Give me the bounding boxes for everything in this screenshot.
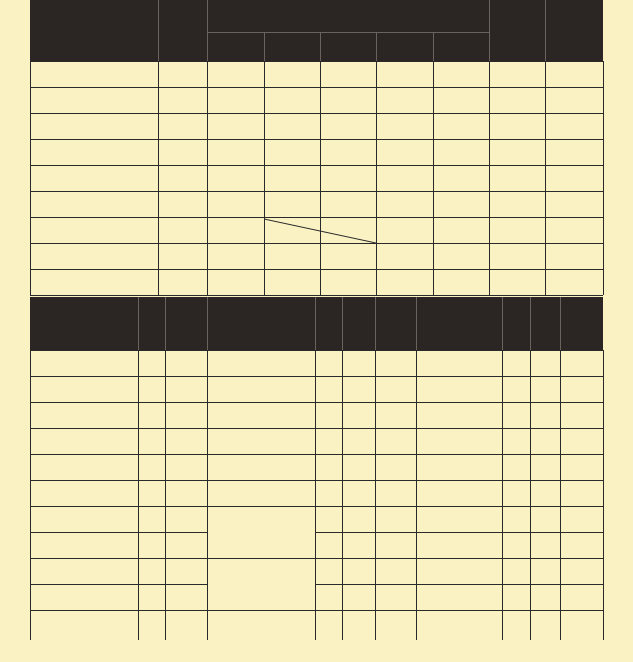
- soup-price: [138, 376, 165, 402]
- grid-line: [30, 61, 603, 62]
- soup-price: [138, 610, 165, 636]
- order-cell[interactable]: [208, 114, 264, 139]
- side2-price: [530, 428, 560, 454]
- order-cell[interactable]: [208, 140, 264, 165]
- header-side2: [416, 297, 502, 350]
- grid-line: [320, 61, 321, 295]
- soup-name: [52, 454, 137, 480]
- soup-price: [138, 558, 165, 584]
- order-cell[interactable]: [166, 611, 207, 636]
- grid-line: [315, 480, 603, 481]
- header-soup: [30, 297, 138, 350]
- noodle-name: [52, 165, 157, 191]
- order-cell[interactable]: [376, 533, 416, 558]
- order-cell[interactable]: [166, 585, 207, 610]
- side2-price: [530, 402, 560, 428]
- header-noodle-type-0: [207, 32, 264, 61]
- order-cell[interactable]: [321, 192, 376, 217]
- side2-portion: [502, 376, 530, 402]
- side-price: [342, 532, 375, 558]
- side-portion: [315, 402, 342, 428]
- grid-line: [603, 350, 604, 640]
- side-price: [342, 610, 375, 636]
- order-cell[interactable]: [208, 88, 264, 113]
- soup-price: [138, 532, 165, 558]
- grid-line: [315, 558, 603, 559]
- grid-line: [30, 454, 207, 455]
- grid-line: [30, 295, 603, 296]
- header-divider: [207, 0, 208, 61]
- grid-line: [315, 454, 603, 455]
- order-cell[interactable]: [490, 140, 545, 165]
- header-noodle-category: [30, 0, 158, 61]
- grid-line: [560, 350, 561, 640]
- order-cell[interactable]: [265, 88, 320, 113]
- order-cell[interactable]: [321, 62, 376, 87]
- grid-line: [30, 350, 207, 351]
- header-divider: [375, 297, 376, 350]
- header-divider: [320, 32, 321, 61]
- order-cell[interactable]: [490, 270, 545, 295]
- order-cell[interactable]: [546, 166, 603, 191]
- order-cell[interactable]: [265, 114, 320, 139]
- order-cell[interactable]: [377, 166, 433, 191]
- order-cell[interactable]: [166, 403, 207, 428]
- grid-line: [30, 191, 603, 192]
- grid-line: [315, 350, 603, 351]
- order-cell[interactable]: [546, 270, 603, 295]
- side-price: [342, 480, 375, 506]
- side-name: [225, 558, 313, 610]
- grid-line: [30, 350, 31, 640]
- order-cell[interactable]: [376, 403, 416, 428]
- soup-price: [138, 350, 165, 376]
- soup-name: [52, 506, 137, 532]
- order-cell[interactable]: [376, 559, 416, 584]
- noodle-price: [158, 269, 207, 295]
- grid-line: [30, 480, 207, 481]
- header-soup-qty: [165, 297, 207, 350]
- noodle-price: [158, 113, 207, 139]
- soup-name: [52, 376, 137, 402]
- header-side2-qty: [560, 297, 603, 350]
- order-cell[interactable]: [490, 166, 545, 191]
- grid-line: [207, 376, 315, 377]
- header-side-portion: [315, 297, 342, 350]
- side-price: [342, 428, 375, 454]
- noodle-name: [52, 87, 157, 113]
- order-cell[interactable]: [166, 455, 207, 480]
- noodle-price: [158, 61, 207, 87]
- side2-name: [432, 480, 500, 506]
- order-cell[interactable]: [265, 166, 320, 191]
- grid-line: [207, 558, 315, 559]
- order-cell[interactable]: [208, 270, 264, 295]
- grid-line: [315, 350, 316, 640]
- order-cell[interactable]: [434, 62, 489, 87]
- soup-name: [52, 480, 137, 506]
- grid-line: [545, 61, 546, 295]
- header-divider: [165, 297, 166, 350]
- soup-price: [138, 506, 165, 532]
- header-divider: [560, 297, 561, 350]
- order-cell[interactable]: [377, 62, 433, 87]
- grid-line: [315, 610, 603, 611]
- order-cell[interactable]: [434, 166, 489, 191]
- noodle-name: [52, 243, 157, 269]
- order-cell[interactable]: [490, 244, 545, 269]
- side2-name: [432, 376, 500, 402]
- noodle-name: [52, 217, 157, 243]
- side2-price: [530, 350, 560, 376]
- grid-line: [30, 558, 207, 559]
- grid-line: [207, 350, 208, 640]
- header-divider: [376, 32, 377, 61]
- order-cell[interactable]: [561, 377, 603, 402]
- side2-portion: [502, 428, 530, 454]
- header-divider: [416, 297, 417, 350]
- grid-line: [315, 506, 603, 507]
- grid-line: [264, 61, 265, 295]
- order-cell[interactable]: [321, 270, 376, 295]
- grid-line: [30, 506, 207, 507]
- soup-name: [52, 610, 137, 636]
- order-cell[interactable]: [546, 192, 603, 217]
- header-divider: [545, 0, 546, 61]
- grid-line: [315, 376, 603, 377]
- side2-price: [530, 480, 560, 506]
- side-price: [342, 402, 375, 428]
- grid-line: [530, 350, 531, 640]
- order-cell[interactable]: [376, 455, 416, 480]
- order-cell[interactable]: [490, 114, 545, 139]
- order-cell[interactable]: [434, 244, 489, 269]
- side-portion: [315, 428, 342, 454]
- soup-name: [52, 532, 137, 558]
- noodle-price: [158, 87, 207, 113]
- side2-name: [432, 350, 500, 376]
- side-portion: [315, 350, 342, 376]
- header-noodle-type-1: [264, 32, 320, 61]
- side-name: [225, 506, 313, 558]
- soup-price: [138, 480, 165, 506]
- order-cell[interactable]: [166, 533, 207, 558]
- order-cell[interactable]: [208, 244, 264, 269]
- noodle-price: [158, 217, 207, 243]
- soup-price: [138, 402, 165, 428]
- header-divider: [158, 0, 159, 61]
- header-divider: [315, 297, 316, 350]
- order-cell[interactable]: [377, 218, 433, 243]
- side-portion: [315, 376, 342, 402]
- noodle-name: [52, 61, 157, 87]
- order-cell[interactable]: [265, 140, 320, 165]
- order-cell[interactable]: [434, 270, 489, 295]
- order-cell[interactable]: [490, 192, 545, 217]
- order-cell[interactable]: [376, 377, 416, 402]
- order-cell[interactable]: [376, 611, 416, 636]
- order-cell[interactable]: [377, 270, 433, 295]
- side2-price: [530, 454, 560, 480]
- header-divider: [489, 0, 490, 61]
- grid-line: [30, 139, 603, 140]
- side-portion: [315, 454, 342, 480]
- side-portion: [315, 480, 342, 506]
- grid-line: [207, 350, 315, 351]
- header-divider: [530, 297, 531, 350]
- crossed-out-cell: [264, 217, 376, 243]
- order-cell[interactable]: [434, 218, 489, 243]
- order-cell[interactable]: [208, 62, 264, 87]
- soup-name: [52, 558, 137, 584]
- header-side: [207, 297, 315, 350]
- order-cell[interactable]: [166, 377, 207, 402]
- order-cell[interactable]: [321, 166, 376, 191]
- grid-line: [30, 243, 603, 244]
- grid-line: [30, 532, 207, 533]
- header-egg-addon: [545, 6, 603, 61]
- grid-line: [207, 610, 315, 611]
- order-cell[interactable]: [561, 403, 603, 428]
- order-cell[interactable]: [561, 429, 603, 454]
- order-cell[interactable]: [546, 140, 603, 165]
- order-cell[interactable]: [377, 114, 433, 139]
- order-cell[interactable]: [265, 192, 320, 217]
- grid-line: [207, 454, 315, 455]
- soup-name: [52, 350, 137, 376]
- grid-line: [315, 532, 603, 533]
- order-cell[interactable]: [546, 62, 603, 87]
- order-cell[interactable]: [376, 585, 416, 610]
- order-cell[interactable]: [376, 351, 416, 376]
- grid-line: [207, 480, 315, 481]
- order-cell[interactable]: [377, 140, 433, 165]
- order-cell[interactable]: [490, 88, 545, 113]
- side-name: [207, 454, 315, 480]
- order-cell[interactable]: [166, 481, 207, 506]
- grid-line: [138, 350, 139, 640]
- grid-line: [30, 269, 603, 270]
- side-name: [207, 402, 315, 428]
- order-cell[interactable]: [321, 140, 376, 165]
- side-portion: [315, 610, 342, 636]
- side-name: [207, 480, 315, 506]
- grid-line: [207, 506, 315, 507]
- order-cell[interactable]: [561, 455, 603, 480]
- soup-name: [52, 402, 137, 428]
- noodle-price: [158, 191, 207, 217]
- grid-line: [376, 61, 377, 295]
- soup-price: [138, 584, 165, 610]
- side-price: [342, 506, 375, 532]
- order-cell[interactable]: [434, 114, 489, 139]
- noodle-name: [52, 139, 157, 165]
- header-noodle-type-3: [376, 32, 433, 61]
- noodle-name: [52, 269, 157, 295]
- side-price: [342, 558, 375, 584]
- order-cell[interactable]: [166, 351, 207, 376]
- side2-portion: [502, 454, 530, 480]
- order-cell[interactable]: [561, 351, 603, 376]
- grid-line: [30, 402, 207, 403]
- grid-line: [165, 350, 166, 640]
- side2-name: [432, 454, 500, 480]
- header-divider: [264, 32, 265, 61]
- grid-line: [30, 584, 207, 585]
- header-divider: [433, 32, 434, 61]
- noodle-price: [158, 243, 207, 269]
- side-name: [225, 610, 313, 662]
- order-cell[interactable]: [561, 481, 603, 506]
- order-cell[interactable]: [546, 114, 603, 139]
- grid-line: [433, 61, 434, 295]
- order-cell[interactable]: [265, 62, 320, 87]
- order-cell[interactable]: [490, 218, 545, 243]
- order-cell[interactable]: [166, 559, 207, 584]
- grid-line: [30, 428, 207, 429]
- order-cell[interactable]: [376, 481, 416, 506]
- order-cell[interactable]: [208, 192, 264, 217]
- side-portion: [315, 558, 342, 584]
- order-cell[interactable]: [376, 429, 416, 454]
- order-cell[interactable]: [546, 244, 603, 269]
- grid-line: [207, 428, 315, 429]
- grid-line: [375, 350, 376, 640]
- side2-name: [432, 402, 500, 428]
- grid-line: [158, 61, 159, 295]
- side-price: [342, 584, 375, 610]
- header-large-addon: [489, 6, 545, 61]
- soup-name: [52, 428, 137, 454]
- side2-portion: [502, 402, 530, 428]
- grid-line: [207, 402, 315, 403]
- header-side2-price: [530, 297, 560, 350]
- grid-line: [416, 350, 417, 640]
- header-divider: [502, 297, 503, 350]
- header-side-qty: [375, 297, 416, 350]
- grid-line: [30, 376, 207, 377]
- order-cell[interactable]: [546, 218, 603, 243]
- order-cell[interactable]: [377, 244, 433, 269]
- order-cell[interactable]: [490, 62, 545, 87]
- header-divider: [207, 297, 208, 350]
- soup-name: [52, 584, 137, 610]
- grid-line: [603, 61, 604, 295]
- grid-line: [502, 350, 503, 640]
- header-divider: [342, 297, 343, 350]
- order-cell[interactable]: [546, 88, 603, 113]
- grid-line: [315, 402, 603, 403]
- noodle-price: [158, 165, 207, 191]
- grid-line: [30, 61, 31, 295]
- header-noodle-type-2: [320, 32, 376, 61]
- grid-line: [207, 61, 208, 295]
- grid-line: [489, 61, 490, 295]
- grid-line: [30, 165, 603, 166]
- side2-portion: [502, 480, 530, 506]
- noodle-price: [158, 139, 207, 165]
- order-cell[interactable]: [377, 88, 433, 113]
- grid-line: [315, 428, 603, 429]
- grid-line: [30, 610, 207, 611]
- order-cell[interactable]: [208, 218, 264, 243]
- side2-price: [530, 376, 560, 402]
- order-cell[interactable]: [321, 114, 376, 139]
- order-cell[interactable]: [265, 270, 320, 295]
- side-price: [342, 454, 375, 480]
- side2-portion: [502, 350, 530, 376]
- header-noodle-type-4: [433, 32, 489, 61]
- header-side2-portion: [502, 297, 530, 350]
- grid-line: [30, 113, 603, 114]
- header-noodle-types-title: [207, 6, 489, 32]
- side-price: [342, 376, 375, 402]
- side-portion: [315, 532, 342, 558]
- order-cell[interactable]: [166, 507, 207, 532]
- order-cell[interactable]: [434, 88, 489, 113]
- header-divider: [138, 297, 139, 350]
- order-cell[interactable]: [434, 192, 489, 217]
- side-name: [207, 350, 315, 376]
- noodle-name: [52, 113, 157, 139]
- soup-price: [138, 428, 165, 454]
- order-cell[interactable]: [376, 507, 416, 532]
- order-cell[interactable]: [321, 244, 376, 269]
- order-cell[interactable]: [208, 166, 264, 191]
- order-cell[interactable]: [434, 140, 489, 165]
- header-noodle-price: [158, 0, 207, 61]
- grid-line: [30, 87, 603, 88]
- order-cell[interactable]: [265, 244, 320, 269]
- grid-line: [342, 350, 343, 640]
- side-price: [342, 350, 375, 376]
- header-side-price: [342, 297, 375, 350]
- header-soup-price: [138, 297, 165, 350]
- order-cell[interactable]: [321, 88, 376, 113]
- noodle-name: [52, 191, 157, 217]
- order-cell[interactable]: [166, 429, 207, 454]
- side2-name: [432, 428, 500, 454]
- grid-line: [315, 584, 603, 585]
- order-cell[interactable]: [377, 192, 433, 217]
- soup-price: [138, 454, 165, 480]
- side-name: [207, 428, 315, 454]
- side-portion: [315, 584, 342, 610]
- side-portion: [315, 506, 342, 532]
- side-name: [207, 376, 315, 402]
